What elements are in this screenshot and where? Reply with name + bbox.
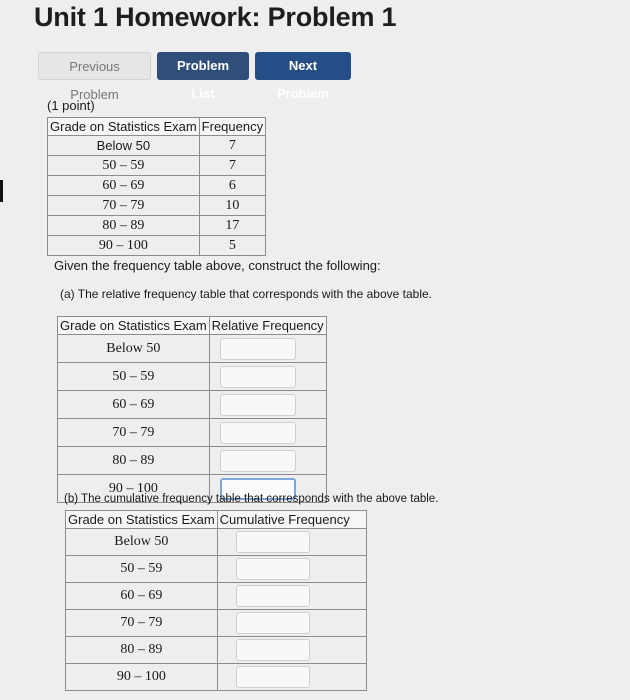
answer-cell: [217, 529, 366, 556]
table-row: [48, 136, 266, 156]
part-b-instruction: (b) The cumulative frequency table that corresponds with the above table.: [64, 493, 439, 505]
grade-cell: 90 – 100: [48, 236, 200, 256]
next-problem-button[interactable]: Next Problem: [255, 52, 351, 80]
relative-frequency-input[interactable]: [220, 338, 296, 360]
point-value: (1 point): [47, 98, 95, 113]
page-title: Unit 1 Homework: Problem 1: [34, 2, 397, 32]
grade-cell: 70 – 79: [66, 610, 218, 637]
answer-cell: [209, 335, 326, 363]
cumulative-frequency-input[interactable]: [236, 585, 310, 607]
grade-cell: 70 – 79: [48, 196, 200, 216]
column-header-grade: Grade on Statistics Exam: [66, 511, 218, 529]
table-header-row: [66, 511, 367, 529]
problem-navigation: [38, 52, 351, 102]
answer-cell: [217, 637, 366, 664]
table-row: [48, 176, 266, 196]
answer-cell: [209, 363, 326, 391]
cumulative-frequency-input[interactable]: [236, 666, 310, 688]
cumulative-frequency-input[interactable]: [236, 558, 310, 580]
problem-list-button[interactable]: Problem List: [157, 52, 249, 80]
part-a-instruction: (a) The relative frequency table that corresponds with the above table.: [60, 287, 432, 301]
column-header-grade: Grade on Statistics Exam: [58, 317, 210, 335]
cumulative-frequency-input[interactable]: [236, 639, 310, 661]
grade-cell: Below 50: [48, 136, 200, 156]
grade-cell: 70 – 79: [58, 419, 210, 447]
answer-cell: [217, 610, 366, 637]
grade-cell: 60 – 69: [48, 176, 200, 196]
cumulative-frequency-input[interactable]: [236, 612, 310, 634]
frequency-cell: 10: [199, 196, 265, 216]
table-row: [48, 236, 266, 256]
grade-cell: 80 – 89: [58, 447, 210, 475]
grade-cell: 80 – 89: [66, 637, 218, 664]
table-row: [58, 363, 327, 391]
left-edge-marker: [0, 180, 3, 202]
grade-cell: 90 – 100: [66, 664, 218, 691]
grade-cell: 60 – 69: [66, 583, 218, 610]
frequency-cell: 5: [199, 236, 265, 256]
table-row: [66, 583, 367, 610]
grade-cell: 50 – 59: [48, 156, 200, 176]
table-row: [48, 196, 266, 216]
answer-cell: [209, 419, 326, 447]
relative-frequency-input[interactable]: [220, 422, 296, 444]
answer-cell: [209, 391, 326, 419]
table-row: [66, 529, 367, 556]
answer-cell: [217, 583, 366, 610]
grade-cell: 50 – 59: [66, 556, 218, 583]
table-row: [66, 610, 367, 637]
column-header-cumulative-frequency: Cumulative Frequency: [217, 511, 366, 529]
problem-prompt: Given the frequency table above, construct the following:: [54, 258, 381, 273]
frequency-table: [47, 117, 266, 256]
grade-cell: 60 – 69: [58, 391, 210, 419]
relative-frequency-input[interactable]: [220, 366, 296, 388]
table-row: [48, 156, 266, 176]
answer-cell: [217, 664, 366, 691]
relative-frequency-table: [57, 316, 327, 503]
table-row: [58, 447, 327, 475]
grade-cell: Below 50: [58, 335, 210, 363]
table-row: [66, 637, 367, 664]
table-row: [48, 216, 266, 236]
table-row: [58, 419, 327, 447]
table-header-row: [58, 317, 327, 335]
table-row: [58, 391, 327, 419]
grade-cell: 50 – 59: [58, 363, 210, 391]
relative-frequency-input[interactable]: [220, 394, 296, 416]
grade-cell: 80 – 89: [48, 216, 200, 236]
answer-cell: [209, 447, 326, 475]
frequency-cell: 6: [199, 176, 265, 196]
grade-cell: 90 – 100: [58, 475, 210, 503]
column-header-frequency: Frequency: [199, 118, 265, 136]
frequency-cell: 7: [199, 136, 265, 156]
grade-cell: Below 50: [66, 529, 218, 556]
column-header-relative-frequency: Relative Frequency: [209, 317, 326, 335]
answer-cell: [217, 556, 366, 583]
column-header-grade: Grade on Statistics Exam: [48, 118, 200, 136]
cumulative-frequency-input[interactable]: [236, 531, 310, 553]
frequency-cell: 17: [199, 216, 265, 236]
previous-problem-button[interactable]: Previous Problem: [38, 52, 151, 80]
cumulative-frequency-table: [65, 510, 367, 691]
relative-frequency-input[interactable]: [220, 450, 296, 472]
table-header-row: [48, 118, 266, 136]
table-row: [66, 556, 367, 583]
table-row: [58, 335, 327, 363]
frequency-cell: 7: [199, 156, 265, 176]
table-row: [66, 664, 367, 691]
